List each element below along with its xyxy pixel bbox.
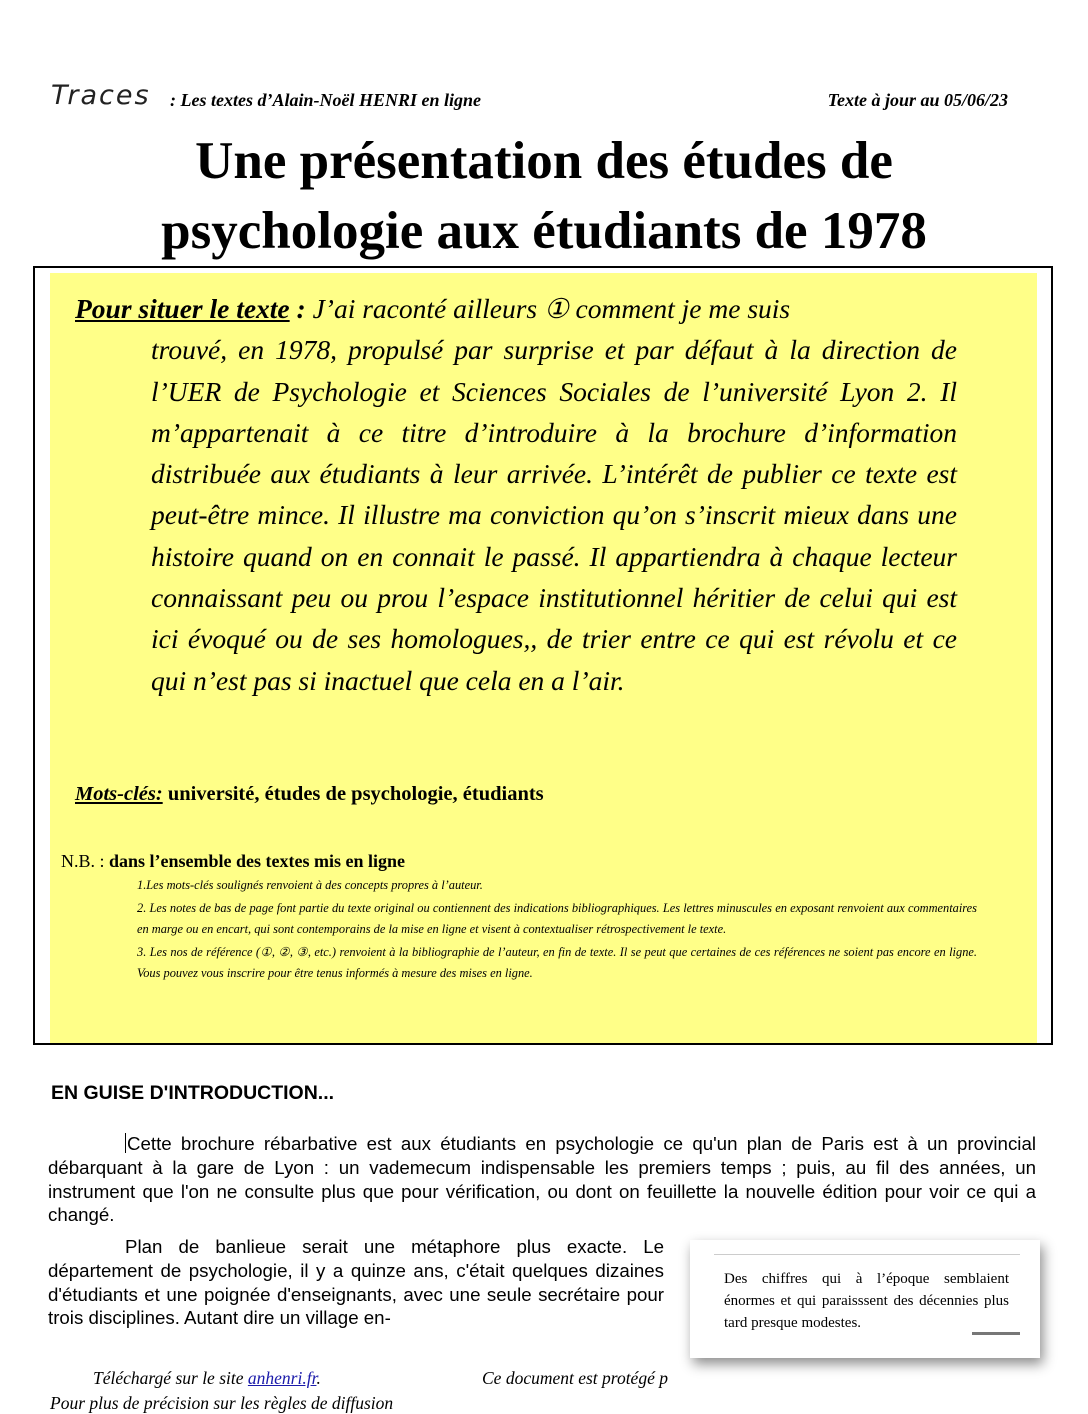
side-note — [690, 1240, 1040, 1358]
brand-logo: Traces — [51, 80, 151, 111]
site-link[interactable]: anhenri.fr — [247, 1368, 317, 1388]
title-line-2: psychologie aux étudiants de 1978 — [161, 202, 927, 260]
nb-label: N.B. : — [61, 851, 110, 871]
nb-note-3: 3. Les nos de référence (①, ②, ③, etc.) renvoient à la bibliographie de l’auteur, en fin de texte. Il se peut que certaines de ces références ne soient pas encore en ligne. Vous pouvez vous inscrire pour être tenus informés à mesure des mises en ligne. — [137, 945, 977, 980]
intro-first-line: J’ai raconté ailleurs ① comment je me suis — [312, 293, 791, 324]
intro-label: Pour situer le texte — [75, 293, 290, 324]
title-line-1: Une présentation des études de — [195, 132, 893, 190]
nb-value: dans l’ensemble des textes mis en ligne — [109, 851, 406, 871]
keywords — [75, 783, 544, 806]
side-note-rule — [714, 1254, 1020, 1255]
text-cursor — [125, 1133, 126, 1153]
footer-precision: Pour plus de précision sur les règles de diffusion — [50, 1393, 394, 1413]
footer-download: Téléchargé sur le site anhenri.fr. — [93, 1368, 321, 1388]
paragraph-2-text: Plan de banlieue serait une métaphore plus exacte. Le département de psychologie, il y a quinze ans, c'était quelques dizaines d'étudiants et une poignée d'enseignants, avec une seule secrétaire pour trois disciplines. Autant dire un village en- — [48, 1236, 664, 1329]
section-heading: EN GUISE D'INTRODUCTION... — [51, 1082, 335, 1104]
paragraph-1 — [48, 1132, 1036, 1227]
nb-notes — [137, 875, 977, 986]
footer-protected: Ce document est protégé p — [482, 1368, 668, 1388]
intro-colon: : — [289, 293, 313, 324]
side-note-text: Des chiffres qui à l’époque semblaient énormes et qui paraisssent des décennies plus tard presque modestes. — [724, 1271, 1009, 1331]
side-note-bar — [972, 1332, 1020, 1335]
nb-note-2: 2. Les notes de bas de page font partie du texte original ou contiennent des indications bibliographiques. Les lettres minuscules en exposant renvoient aux commentaires en marge ou en encart, qui sont contemporains de la mise en ligne et visent à contextualiser rétrospectivement le texte. — [137, 901, 977, 936]
keywords-value: université, études de psychologie, étudiants — [167, 783, 544, 805]
paragraph-1-text: Cette brochure rébarbative est aux étudiants en psychologie ce qu'un plan de Paris est à un provincial débarquant à la gare de Lyon : un vademecum indispensable les premiers temps ; puis, au fil des années, un instrument que l'on ne consulte plus que pour vérification, ou dont on feuillette la nouvelle édition pour voir ce qui a changé. — [48, 1133, 1036, 1226]
header-subtitle: : Les textes d’Alain-Noël HENRI en ligne — [170, 90, 481, 110]
intro-paragraph — [75, 288, 957, 701]
keywords-label: Mots-clés: — [75, 783, 163, 805]
header-date: Texte à jour au 05/06/23 — [827, 90, 1008, 110]
nb-heading — [61, 851, 405, 872]
paragraph-2 — [48, 1235, 664, 1330]
intro-body: trouvé, en 1978, propulsé par surprise et par défaut à la direction de l’UER de Psychologie et Sciences Sociales de l’université Lyon 2. Il m’appartenait à ce titre d’introduire à la brochure d’information distribuée aux étudiants à leur arrivée. L’intérêt de publier ce texte est peut-être mince. Il illustre ma conviction qu’on s’inscrit mieux dans une histoire quand on en connait le passé. Il appartiendra à chaque lecteur connaissant peu ou prou l’espace institutionnel héritier de celui qui est ici évoqué ou de ses homologues,, de trier entre ce qui est révolu et ce qui n’est pas si inactuel que cela en a l’air. — [151, 334, 957, 696]
page-title — [40, 126, 1048, 266]
nb-note-1: 1.Les mots-clés soulignés renvoient à des concepts propres à l’auteur. — [137, 878, 483, 892]
